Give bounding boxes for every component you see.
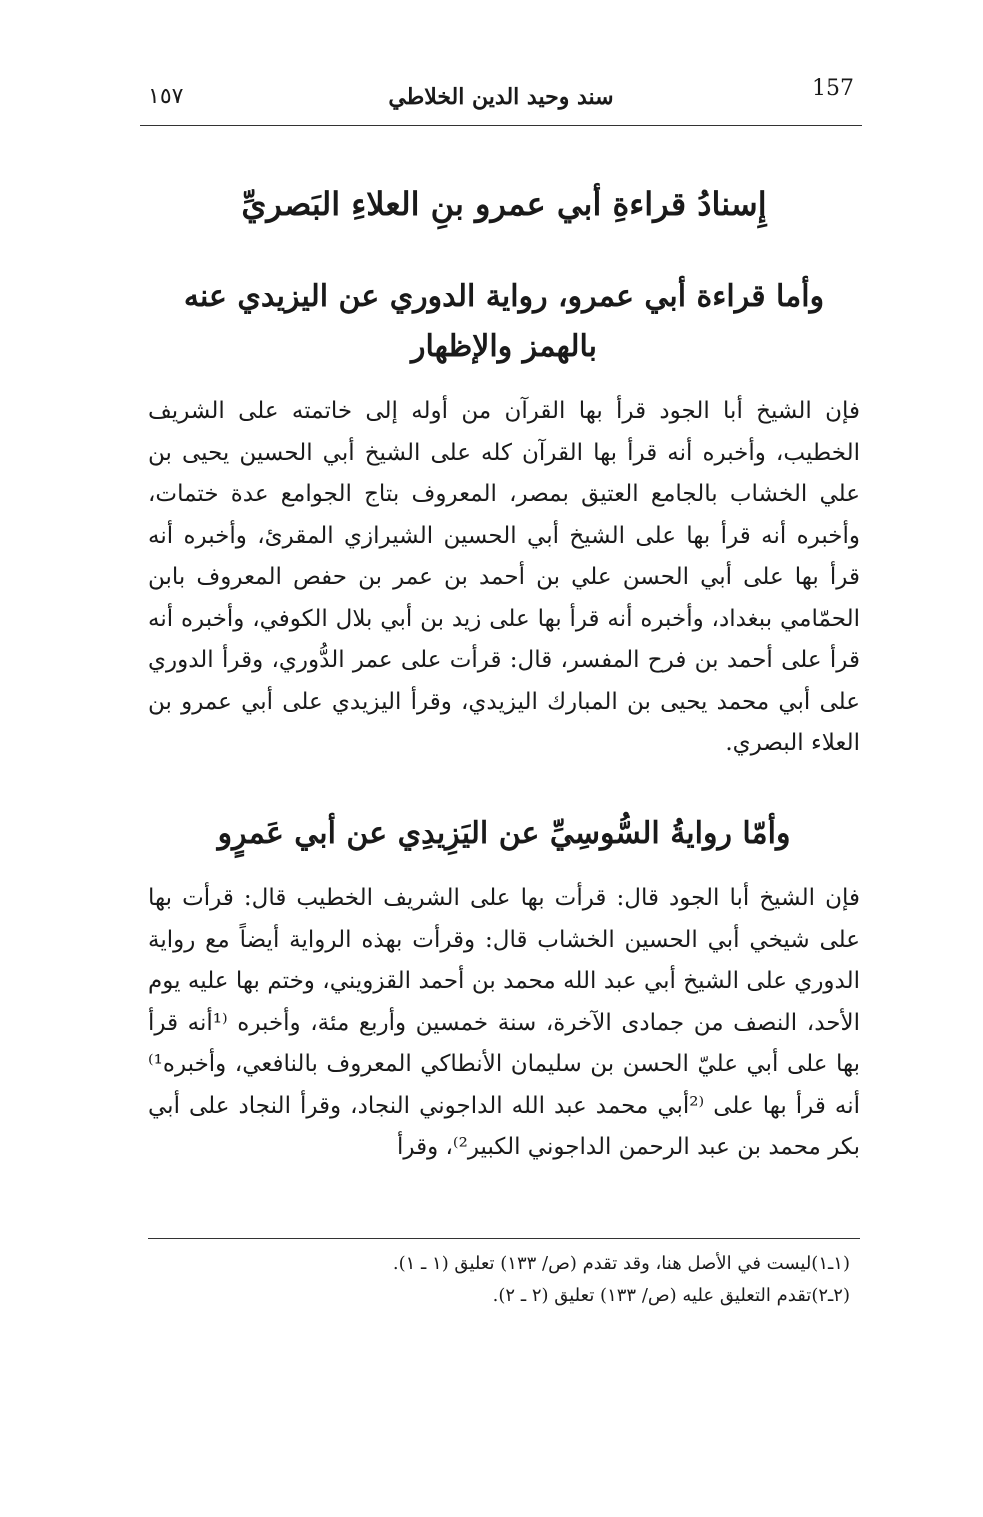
footnote-2: (٢ـ٢)تقدم التعليق عليه (ص/ ١٣٣) تعليق (٢ ـ ٢). <box>492 1285 850 1306</box>
header-rule <box>140 125 862 126</box>
page-number-arabic: ١٥٧ <box>148 84 184 109</box>
page-body <box>148 180 860 1169</box>
section-heading-susi: وأمّا روايةُ السُّوسِيِّ عن اليَزِيدِي عن أبي عَمرٍو <box>217 815 791 851</box>
section-paragraph-duri: فإن الشيخ أبا الجود قرأ بها القرآن من أوله إلى خاتمته على الشريف الخطيب، وأخبره أنه قرأ بها القرآن كله على الشيخ أبي الحسين يحيى بن علي الخشاب بالجامع العتيق بمصر، المعروف بتاج الجوامع عدة ختمات، وأخبره أنه قرأ بها على الشيخ أبي الحسين الشيرازي المقرئ، وأخبره أنه قرأ بها على أبي الحسن علي بن أحمد بن عمر بن حفص المعروف بابن الحمّامي ببغداد، وأخبره أنه قرأ بها على زيد بن أبي بلال الكوفي، وأخبره أنه قرأ على أحمد بن فرح المفسر، قال: قرأت على عمر الدُّوري، وقرأ الدوري على أبي محمد يحيى بن المبارك اليزيدي، وقرأ اليزيدي على أبي عمرو بن العلاء البصري. <box>148 398 860 756</box>
footnote-rule <box>148 1238 860 1239</box>
running-title: سند وحيد الدين الخلاطي <box>388 84 614 110</box>
section-paragraph-susi: فإن الشيخ أبا الجود قال: قرأت بها على الشريف الخطيب قال: قرأت بها على شيخي أبي الحسين الخشاب قال: وقرأت بهذه الرواية أيضاً مع رواية الدوري على الشيخ أبي عبد الله محمد بن أحمد القزويني، وختم بها عليه يوم الأحد، النصف من جمادى الآخرة، سنة خمسين وأربع مئة، وأخبره ⁽¹أنه قرأ بها على أبي عليّ الحسن بن سليمان الأنطاكي المعروف بالنافعي، وأخبره¹⁾ أنه قرأ بها على ⁽²أبي محمد عبد الله الداجوني النجاد، وقرأ النجاد على أبي بكر محمد بن عبد الرحمن الداجوني الكبير²⁾، وقرأ <box>148 885 860 1160</box>
main-title: إِسنادُ قراءةِ أبي عمرو بنِ العلاءِ البَصريِّ <box>241 185 767 223</box>
footnote-1: (١ـ١)ليست في الأصل هنا، وقد تقدم (ص/ ١٣٣) تعليق (١ ـ ١). <box>392 1253 850 1274</box>
section-heading-duri: وأما قراءة أبي عمرو، رواية الدوري عن اليزيدي عنه بالهمز والإظهار <box>183 279 825 364</box>
footnotes <box>148 1248 860 1312</box>
page-header <box>140 70 862 120</box>
page-number-latin: 157 <box>812 76 854 101</box>
